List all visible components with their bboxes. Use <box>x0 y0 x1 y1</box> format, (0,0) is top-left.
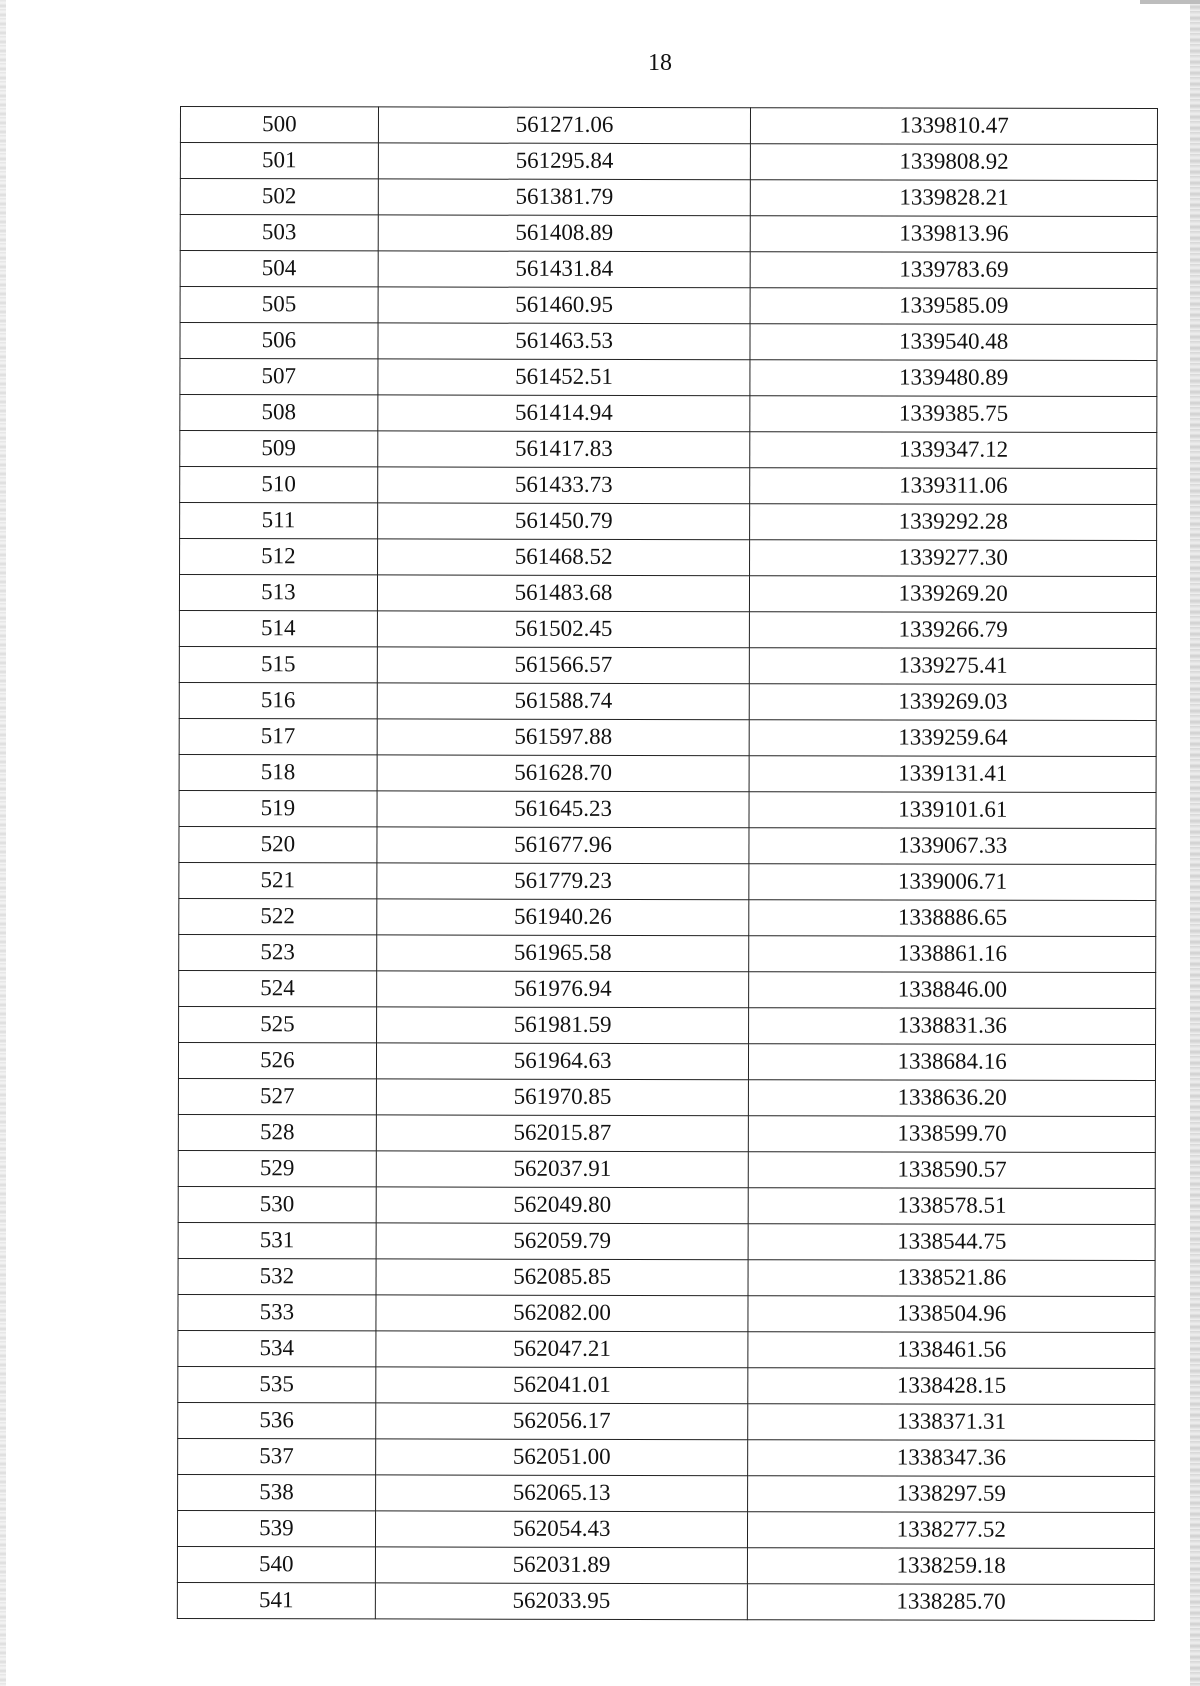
y-coordinate-cell: 1338846.00 <box>749 972 1156 1009</box>
table-row <box>179 1006 1156 1044</box>
scan-edge-top <box>1140 0 1200 4</box>
x-coordinate-cell: 561645.23 <box>377 791 750 828</box>
y-coordinate-cell: 1338861.16 <box>749 936 1156 973</box>
x-coordinate-cell: 561452.51 <box>378 359 751 396</box>
coordinates-table <box>177 106 1158 1621</box>
x-coordinate-cell: 561677.96 <box>377 827 750 864</box>
y-coordinate-cell: 1338544.75 <box>748 1224 1155 1261</box>
point-number-cell: 525 <box>179 1006 377 1042</box>
table-row <box>180 215 1157 253</box>
point-number-cell: 512 <box>180 539 378 575</box>
y-coordinate-cell: 1339540.48 <box>750 324 1157 361</box>
point-number-cell: 516 <box>179 682 377 718</box>
table-row <box>180 287 1157 325</box>
table-row <box>180 467 1157 505</box>
y-coordinate-cell: 1339810.47 <box>751 108 1158 145</box>
table-row <box>180 179 1157 217</box>
y-coordinate-cell: 1339347.12 <box>750 432 1157 469</box>
point-number-cell: 510 <box>180 467 378 503</box>
point-number-cell: 503 <box>180 215 378 251</box>
y-coordinate-cell: 1338636.20 <box>749 1080 1156 1117</box>
x-coordinate-cell: 562051.00 <box>375 1439 748 1476</box>
x-coordinate-cell: 562015.87 <box>376 1115 749 1152</box>
y-coordinate-cell: 1339131.41 <box>749 756 1156 793</box>
table-row <box>178 1222 1155 1260</box>
x-coordinate-cell: 562085.85 <box>376 1259 749 1296</box>
x-coordinate-cell: 561483.68 <box>377 575 750 612</box>
table-row <box>178 1438 1155 1476</box>
x-coordinate-cell: 561463.53 <box>378 323 751 360</box>
point-number-cell: 541 <box>177 1582 375 1618</box>
y-coordinate-cell: 1338599.70 <box>749 1116 1156 1153</box>
table-row <box>179 862 1156 900</box>
x-coordinate-cell: 561964.63 <box>376 1043 749 1080</box>
x-coordinate-cell: 561779.23 <box>377 863 750 900</box>
table-row <box>178 1186 1155 1224</box>
x-coordinate-cell: 562065.13 <box>375 1475 748 1512</box>
x-coordinate-cell: 561502.45 <box>377 611 750 648</box>
table-row <box>178 1294 1155 1332</box>
point-number-cell: 535 <box>178 1366 376 1402</box>
x-coordinate-cell: 561408.89 <box>378 215 751 252</box>
table-row <box>179 610 1156 648</box>
page-number: 18 <box>648 50 672 76</box>
x-coordinate-cell: 561597.88 <box>377 719 750 756</box>
x-coordinate-cell: 562033.95 <box>375 1583 748 1620</box>
table-row <box>179 790 1156 828</box>
point-number-cell: 517 <box>179 718 377 754</box>
point-number-cell: 518 <box>179 754 377 790</box>
y-coordinate-cell: 1339813.96 <box>751 216 1158 253</box>
y-coordinate-cell: 1339385.75 <box>750 396 1157 433</box>
x-coordinate-cell: 562082.00 <box>376 1295 749 1332</box>
x-coordinate-cell: 561965.58 <box>376 935 749 972</box>
x-coordinate-cell: 562056.17 <box>375 1403 748 1440</box>
y-coordinate-cell: 1339266.79 <box>750 612 1157 649</box>
x-coordinate-cell: 561450.79 <box>377 503 750 540</box>
x-coordinate-cell: 561417.83 <box>378 431 751 468</box>
table-row <box>178 1078 1155 1116</box>
x-coordinate-cell: 561628.70 <box>377 755 750 792</box>
x-coordinate-cell: 561271.06 <box>378 107 751 144</box>
table-row <box>179 970 1156 1008</box>
table-row <box>177 1582 1154 1620</box>
table-row <box>178 1150 1155 1188</box>
point-number-cell: 506 <box>180 323 378 359</box>
y-coordinate-cell: 1338297.59 <box>748 1476 1155 1513</box>
y-coordinate-cell: 1339808.92 <box>751 144 1158 181</box>
y-coordinate-cell: 1338504.96 <box>748 1296 1155 1333</box>
point-number-cell: 528 <box>178 1114 376 1150</box>
table-row <box>179 934 1156 972</box>
y-coordinate-cell: 1338578.51 <box>749 1188 1156 1225</box>
table-row <box>180 143 1157 181</box>
y-coordinate-cell: 1339292.28 <box>750 504 1157 541</box>
scan-edge-left <box>0 0 6 1686</box>
point-number-cell: 520 <box>179 826 377 862</box>
x-coordinate-cell: 562054.43 <box>375 1511 748 1548</box>
table-row <box>177 1546 1154 1584</box>
scan-edge-right <box>1190 0 1200 1686</box>
y-coordinate-cell: 1338259.18 <box>748 1548 1155 1585</box>
x-coordinate-cell: 561468.52 <box>377 539 750 576</box>
point-number-cell: 508 <box>180 395 378 431</box>
y-coordinate-cell: 1338461.56 <box>748 1332 1155 1369</box>
x-coordinate-cell: 562041.01 <box>376 1367 749 1404</box>
point-number-cell: 526 <box>178 1042 376 1078</box>
point-number-cell: 504 <box>180 251 378 287</box>
y-coordinate-cell: 1339585.09 <box>750 288 1157 325</box>
table-row <box>178 1330 1155 1368</box>
x-coordinate-cell: 562059.79 <box>376 1223 749 1260</box>
point-number-cell: 540 <box>177 1546 375 1582</box>
table-row <box>180 251 1157 289</box>
point-number-cell: 524 <box>179 970 377 1006</box>
y-coordinate-cell: 1339783.69 <box>751 252 1158 289</box>
table-row <box>179 898 1156 936</box>
table-row <box>179 682 1156 720</box>
point-number-cell: 500 <box>180 107 378 143</box>
y-coordinate-cell: 1339006.71 <box>749 864 1156 901</box>
table-row <box>179 646 1156 684</box>
table-row <box>180 431 1157 469</box>
table-row <box>179 826 1156 864</box>
y-coordinate-cell: 1339259.64 <box>750 720 1157 757</box>
x-coordinate-cell: 561588.74 <box>377 683 750 720</box>
point-number-cell: 502 <box>180 179 378 215</box>
x-coordinate-cell: 561976.94 <box>376 971 749 1008</box>
y-coordinate-cell: 1338285.70 <box>748 1584 1155 1621</box>
x-coordinate-cell: 561414.94 <box>378 395 751 432</box>
y-coordinate-cell: 1339275.41 <box>750 648 1157 685</box>
point-number-cell: 501 <box>180 143 378 179</box>
table-row <box>178 1114 1155 1152</box>
point-number-cell: 530 <box>178 1186 376 1222</box>
y-coordinate-cell: 1339277.30 <box>750 540 1157 577</box>
table-row <box>178 1258 1155 1296</box>
x-coordinate-cell: 561460.95 <box>378 287 751 324</box>
x-coordinate-cell: 561970.85 <box>376 1079 749 1116</box>
point-number-cell: 514 <box>179 610 377 646</box>
x-coordinate-cell: 561940.26 <box>377 899 750 936</box>
point-number-cell: 522 <box>179 898 377 934</box>
table-row <box>179 718 1156 756</box>
y-coordinate-cell: 1338277.52 <box>748 1512 1155 1549</box>
x-coordinate-cell: 561566.57 <box>377 647 750 684</box>
x-coordinate-cell: 561431.84 <box>378 251 751 288</box>
table-row <box>180 107 1157 145</box>
y-coordinate-cell: 1338521.86 <box>748 1260 1155 1297</box>
y-coordinate-cell: 1338684.16 <box>749 1044 1156 1081</box>
point-number-cell: 529 <box>178 1150 376 1186</box>
y-coordinate-cell: 1339311.06 <box>750 468 1157 505</box>
point-number-cell: 515 <box>179 646 377 682</box>
point-number-cell: 531 <box>178 1222 376 1258</box>
point-number-cell: 538 <box>178 1474 376 1510</box>
table-row <box>179 754 1156 792</box>
x-coordinate-cell: 562031.89 <box>375 1547 748 1584</box>
point-number-cell: 532 <box>178 1258 376 1294</box>
y-coordinate-cell: 1338590.57 <box>749 1152 1156 1189</box>
y-coordinate-cell: 1338428.15 <box>748 1368 1155 1405</box>
point-number-cell: 505 <box>180 287 378 323</box>
point-number-cell: 519 <box>179 790 377 826</box>
point-number-cell: 509 <box>180 431 378 467</box>
x-coordinate-cell: 561295.84 <box>378 143 751 180</box>
table-row <box>179 575 1156 613</box>
y-coordinate-cell: 1339067.33 <box>749 828 1156 865</box>
y-coordinate-cell: 1338371.31 <box>748 1404 1155 1441</box>
x-coordinate-cell: 562049.80 <box>376 1187 749 1224</box>
y-coordinate-cell: 1339269.03 <box>750 684 1157 721</box>
y-coordinate-cell: 1338347.36 <box>748 1440 1155 1477</box>
table-row <box>180 323 1157 361</box>
y-coordinate-cell: 1339828.21 <box>751 180 1158 217</box>
table-row <box>178 1474 1155 1512</box>
point-number-cell: 534 <box>178 1330 376 1366</box>
point-number-cell: 533 <box>178 1294 376 1330</box>
table-row <box>177 1510 1154 1548</box>
table-row <box>178 1366 1155 1404</box>
y-coordinate-cell: 1339101.61 <box>749 792 1156 829</box>
y-coordinate-cell: 1339269.20 <box>750 576 1157 613</box>
point-number-cell: 523 <box>179 934 377 970</box>
x-coordinate-cell: 562047.21 <box>376 1331 749 1368</box>
table-row <box>180 503 1157 541</box>
y-coordinate-cell: 1338831.36 <box>749 1008 1156 1045</box>
point-number-cell: 536 <box>178 1402 376 1438</box>
point-number-cell: 507 <box>180 359 378 395</box>
point-number-cell: 527 <box>178 1078 376 1114</box>
x-coordinate-cell: 562037.91 <box>376 1151 749 1188</box>
table-row <box>180 539 1157 577</box>
table-row <box>178 1042 1155 1080</box>
coordinates-table-body <box>177 107 1157 1621</box>
y-coordinate-cell: 1338886.65 <box>749 900 1156 937</box>
x-coordinate-cell: 561381.79 <box>378 179 751 216</box>
point-number-cell: 511 <box>180 503 378 539</box>
point-number-cell: 537 <box>178 1438 376 1474</box>
point-number-cell: 513 <box>179 575 377 611</box>
point-number-cell: 521 <box>179 862 377 898</box>
table-row <box>180 359 1157 397</box>
x-coordinate-cell: 561433.73 <box>377 467 750 504</box>
table-row <box>178 1402 1155 1440</box>
y-coordinate-cell: 1339480.89 <box>750 360 1157 397</box>
point-number-cell: 539 <box>177 1510 375 1546</box>
table-row <box>180 395 1157 433</box>
x-coordinate-cell: 561981.59 <box>376 1007 749 1044</box>
